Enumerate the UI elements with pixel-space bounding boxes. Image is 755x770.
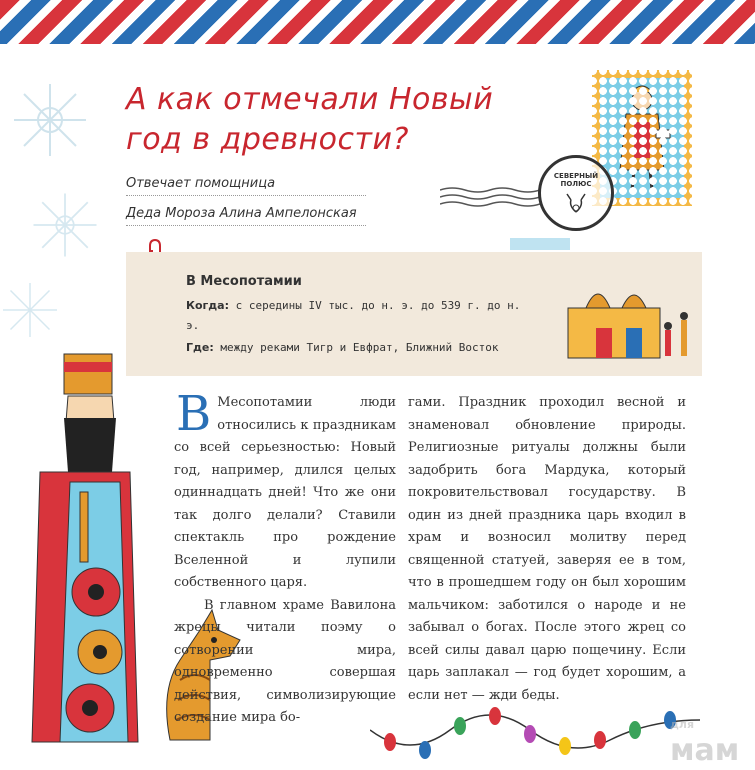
- paragraph-1: Месопотамии люди относились к праздникам со всей серьезностью: Новый год, например, длился целых одиннадцать дней! Что же они так долго делали? Ставили спектакль про рождение Вселенной и лупили собственного царя.: [174, 395, 396, 590]
- snowflake-icon: [0, 280, 60, 340]
- temple-illustration-icon: [566, 268, 696, 360]
- info-when-label: Когда:: [186, 299, 230, 312]
- info-when-value: с середины IV тыс. до н. э. до 539 г. до н. э.: [186, 299, 521, 332]
- postmark-text: СЕВЕРНЫЙ ПОЛЮС: [553, 172, 599, 188]
- info-where-label: Где:: [186, 341, 214, 354]
- article-title: А как отмечали Новый год в древности?: [126, 82, 494, 157]
- snowflake-icon: [10, 80, 90, 160]
- site-watermark: [670, 712, 740, 768]
- article-column-1: [174, 386, 396, 730]
- postmark-stamp: [538, 155, 614, 231]
- postmark-wave-lines: [440, 186, 540, 212]
- answer-credit: [126, 174, 366, 234]
- deer-icon: [561, 192, 591, 214]
- answer-line-2: Деда Мороза Алина Ампелонская: [126, 204, 366, 226]
- mesopotamian-king-illustration-icon: [20, 352, 150, 752]
- snowflake-icon: [30, 190, 100, 260]
- info-heading: В Месопотамии: [186, 274, 302, 289]
- answer-line-1: Отвечает помощница: [126, 174, 366, 196]
- watermark-main: мам: [670, 733, 740, 768]
- christmas-lights-icon: [370, 690, 700, 770]
- info-where-value: между реками Тигр и Евфрат, Ближний Восток: [220, 341, 499, 354]
- article-column-2: гами. Праздник проходил весной и знаменовал обновление природы. Религиозные ритуалы должны были задобрить бога Мардука, который покровительствовал государству. В один из дней праздника царь входил в храм и возносил молитву перед священной статуей, заверяя ее в том, что в прошедшем году он был хорошим мальчиком: заботился о народе и не забывал о богах. После этого жрец со всей силы давал царю пощечину. Если царь заплакал — год будет хорошим, а если нет — жди беды.: [408, 395, 686, 703]
- info-where: [186, 338, 536, 358]
- airmail-border: [0, 0, 755, 44]
- stamp-figure-icon: [600, 78, 684, 198]
- drop-cap: В: [176, 386, 212, 442]
- paragraph-2: В главном храме Вавилона жрецы читали поэму о сотворении мира, одновременно совершая действия, символизирующие создание мира бо-: [174, 597, 396, 725]
- watermark-top: для: [670, 718, 695, 731]
- tape-strip: [510, 238, 570, 250]
- info-box: [126, 252, 702, 376]
- info-when: [186, 296, 536, 336]
